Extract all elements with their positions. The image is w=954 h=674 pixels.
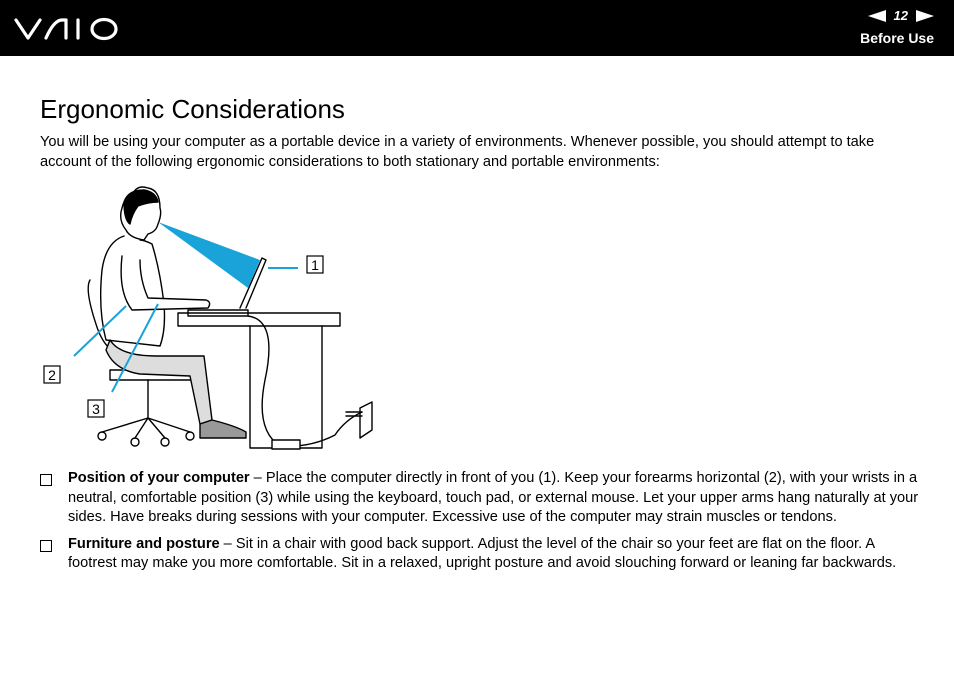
callout-1 <box>307 256 323 273</box>
bullet-body: – Place the computer directly in front of you (1). Keep your forearms horizontal (2), with your wrists in a neutral, comfortable position (3) while using the keyboard, touch pad, or external mouse. Let your upper arms hang naturally at your sides. Have breaks during sessions with your computer. Excessive use of the computer may strain muscles or tendons. <box>68 470 919 525</box>
callout-3-label: 3 <box>92 401 100 417</box>
page-header <box>0 0 954 56</box>
checkbox-bullet-icon <box>40 540 52 552</box>
page-number: 12 <box>893 8 908 23</box>
bullet-text <box>68 535 920 574</box>
bullet-list <box>40 469 920 581</box>
bullet-term: Furniture and posture <box>68 535 220 552</box>
callout-2 <box>44 366 60 383</box>
page-navigation <box>868 8 934 23</box>
callout-1-label: 1 <box>311 257 319 273</box>
triangle-right-icon[interactable] <box>916 10 934 22</box>
bullet-position <box>40 469 920 528</box>
triangle-left-icon[interactable] <box>868 10 886 22</box>
intro-paragraph: You will be using your computer as a portable device in a variety of environments. Whenever possible, you should attempt to take account of the following ergonomic considerations to both stationary and portable environments: <box>40 134 875 170</box>
power-outlet <box>360 402 372 438</box>
ergonomics-illustration <box>40 180 380 455</box>
callout-3 <box>88 400 104 417</box>
bullet-term: Position of your computer <box>68 470 250 486</box>
sight-line <box>158 222 260 288</box>
bullet-body: – Sit in a chair with good back support. Adjust the level of the chair so your feet are flat on the floor. A footrest may make you more comfortable. Sit in a relaxed, upright posture and avoid slouching forward or leaning far backwards. <box>68 535 897 571</box>
bullet-text <box>68 469 920 528</box>
checkbox-bullet-icon <box>40 474 52 486</box>
callout-2-label: 2 <box>48 367 56 383</box>
section-name: Before Use <box>860 30 934 46</box>
page-title: Ergonomic Considerations <box>40 94 345 124</box>
vaio-logo <box>14 14 120 42</box>
bullet-furniture <box>40 535 920 574</box>
